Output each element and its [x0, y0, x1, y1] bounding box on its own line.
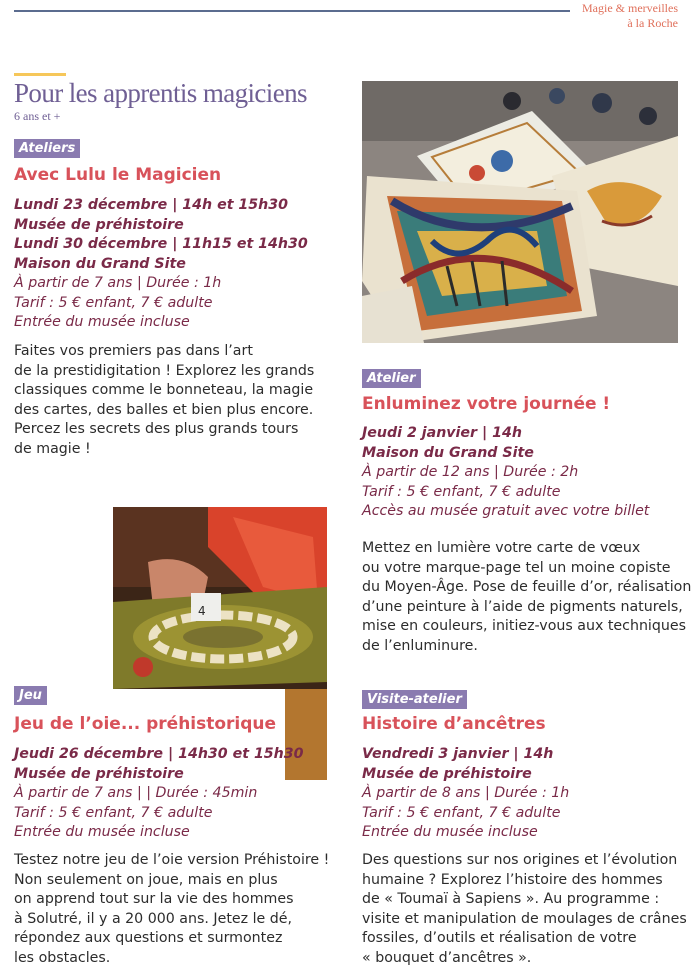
brand-line-2: à la Roche — [627, 16, 678, 30]
event-details — [362, 745, 569, 843]
event-title: Jeu de l’oie... préhistorique — [14, 714, 277, 734]
description-line: de la prestidigitation ! Explorez les grands — [14, 362, 315, 379]
enluminure-photo — [362, 81, 678, 343]
description-line: Percez les secrets des plus grands tours — [14, 421, 299, 437]
description-line: ou votre marque-page tel un moine copiste — [362, 559, 671, 576]
description-line: Des questions sur nos origines et l’évolution — [362, 852, 678, 868]
event-venue-line: Musée de préhistoire — [362, 765, 532, 782]
jeu-de-loie-photo — [113, 507, 327, 780]
description-line: visite et manipulation de moulages de crânes — [362, 910, 687, 927]
svg-text:4: 4 — [198, 604, 206, 618]
event-description — [14, 342, 314, 459]
event-price-line: Tarif : 5 € enfant, 7 € adulte — [14, 804, 213, 821]
event-venue-line: Maison du Grand Site — [362, 444, 534, 461]
brand-line-1: Magie & merveilles — [582, 1, 678, 15]
description-line: fossiles, d’outils et réalisation de votre — [362, 930, 637, 946]
event-badge: Jeu — [14, 686, 47, 705]
event-description — [362, 851, 687, 968]
event-date-line: Vendredi 3 janvier | 14h — [362, 746, 554, 762]
event-badge: Visite-atelier — [362, 690, 467, 709]
event-venue-line: Musée de préhistoire — [14, 765, 184, 782]
brand-tagline — [582, 1, 678, 31]
event-description — [362, 539, 691, 656]
event-venue-line: Maison du Grand Site — [14, 255, 186, 272]
event-note-line: Accès au musée gratuit avec votre billet — [362, 503, 650, 519]
event-details — [362, 424, 649, 522]
description-line: Faites vos premiers pas dans l’art — [14, 343, 253, 359]
section-title: Pour les apprentis magiciens — [14, 78, 307, 108]
event-badge: Atelier — [362, 369, 421, 388]
event-details — [14, 196, 308, 333]
event-price-line: Tarif : 5 € enfant, 7 € adulte — [362, 804, 561, 821]
description-line: d’une peinture à l’aide de pigments naturels, — [362, 598, 683, 615]
description-line: « bouquet d’ancêtres ». — [362, 949, 532, 966]
description-line: humaine ? Explorez l’histoire des hommes — [362, 871, 663, 888]
event-date-line: Jeudi 2 janvier | 14h — [362, 425, 522, 441]
description-line: Non seulement on joue, mais en plus — [14, 871, 278, 888]
description-line: de « Toumaï à Sapiens ». Au programme : — [362, 891, 660, 907]
event-date-line: Lundi 30 décembre | 11h15 et 14h30 — [14, 236, 308, 252]
event-note-line: Entrée du musée incluse — [14, 314, 190, 330]
event-price-line: Tarif : 5 € enfant, 7 € adulte — [14, 294, 213, 311]
description-line: à Solutré, il y a 20 000 ans. Jetez le dé, — [14, 910, 292, 927]
description-line: répondez aux questions et surmontez — [14, 930, 283, 946]
event-description — [14, 851, 329, 968]
top-rule — [14, 10, 570, 12]
description-line: les obstacles. — [14, 949, 111, 966]
event-badge: Ateliers — [14, 139, 80, 158]
description-line: Testez notre jeu de l’oie version Préhistoire ! — [14, 852, 330, 868]
event-age-line: À partir de 8 ans | Durée : 1h — [362, 785, 570, 801]
event-age-line: À partir de 7 ans | Durée : 1h — [14, 275, 222, 291]
section-subtitle: 6 ans et + — [14, 109, 61, 123]
event-price-line: Tarif : 5 € enfant, 7 € adulte — [362, 483, 561, 500]
event-venue-line: Musée de préhistoire — [14, 216, 184, 233]
event-note-line: Entrée du musée incluse — [14, 824, 190, 840]
event-title: Avec Lulu le Magicien — [14, 165, 222, 185]
event-date-line: Lundi 23 décembre | 14h et 15h30 — [14, 197, 289, 213]
description-line: on apprend tout sur la vie des hommes — [14, 891, 294, 907]
event-age-line: À partir de 12 ans | Durée : 2h — [362, 464, 579, 480]
description-line: Mettez en lumière votre carte de vœux — [362, 540, 641, 556]
event-title: Histoire d’ancêtres — [362, 714, 546, 734]
event-age-line: À partir de 7 ans | | Durée : 45min — [14, 785, 258, 801]
description-line: de l’enluminure. — [362, 637, 478, 654]
event-note-line: Entrée du musée incluse — [362, 824, 538, 840]
event-details — [14, 745, 304, 843]
description-line: des cartes, des balles et bien plus encore. — [14, 401, 314, 418]
description-line: classiques comme le bonneteau, la magie — [14, 382, 314, 398]
event-date-line: Jeudi 26 décembre | 14h30 et 15h30 — [14, 746, 304, 762]
description-line: mise en couleurs, initiez-vous aux techniques — [362, 618, 686, 634]
description-line: de magie ! — [14, 440, 91, 457]
title-accent-bar — [14, 73, 66, 76]
description-line: du Moyen-Âge. Pose de feuille d’or, réalisation — [362, 579, 692, 595]
event-title: Enluminez votre journée ! — [362, 394, 611, 414]
